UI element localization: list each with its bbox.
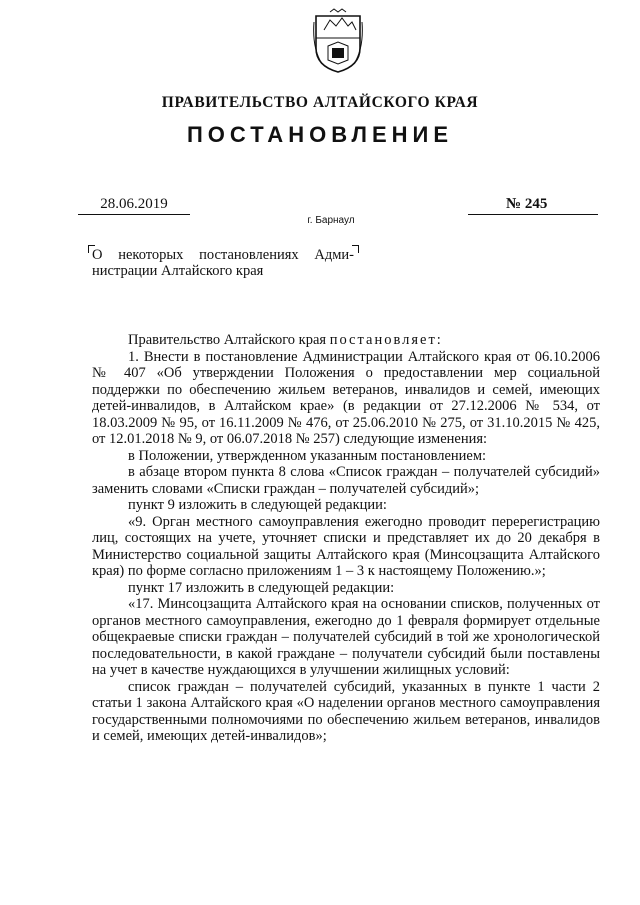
intro-decree-word: постановляет: — [329, 332, 443, 348]
document-number-value: № 245 — [506, 196, 548, 212]
body-paragraph: в Положении, утвержденном указанным постановлением: — [128, 447, 487, 464]
intro-prefix: Правительство Алтайского края — [128, 332, 327, 348]
body-paragraph: пункт 9 изложить в следующей редакции: — [128, 497, 387, 513]
body-paragraph: «17. Минсоцзащита Алтайского края на основании списков, полученных от органов местного самоуправления, ежегодно до 1 февраля формирует отдельные общекраевые списки граждан – получателей субсидий в той же хронологической последовательности, в какой граждане – получатели субсидий были поставлены на учет в качестве нуждающихся в улучшении жилищных условий: — [92, 596, 600, 678]
document-body — [92, 332, 600, 745]
subject-block — [92, 247, 354, 279]
city: г. Барнаул — [307, 215, 355, 226]
body-paragraph: пункт 17 изложить в следующей редакции: — [128, 579, 395, 596]
intro-paragraph — [92, 332, 600, 349]
body-paragraph: 1. Внести в постановление Администрации Алтайского края от 06.10.2006 № 407 «Об утверждении Положения о предоставлении мер социальной поддержки по обеспечению жильем ветеранов, инвалидов и семей, имеющих детей-инвалидов, в Алтайском крае» (в редакции от 27.12.2006 № 534, от 18.03.2009 № 95, от 16.11.2009 № 476, от 25.06.2010 № 275, от 31.10.2015 № 425, от 12.01.2018 № 9, от 06.07.2018 № 257) следующие изменения: — [92, 348, 600, 447]
altai-coat-of-arms-icon — [312, 8, 364, 74]
subject-line-2: нистрации Алтайского края — [92, 263, 264, 279]
subject-line-1: О некоторых постановлениях Адми- — [92, 247, 354, 263]
body-paragraph: «9. Орган местного самоуправления ежегодно проводит перерегистрацию лиц, состоящих на учете, уточняет списки и представляет их до 20 декабря в Министерство социальной защиты Алтайского края (Минсоцзащита Алтайского края) по форме согласно приложениям 1 – 3 к настоящему Положению.»; — [92, 513, 600, 579]
government-name: ПРАВИТЕЛЬСТВО АЛТАЙСКОГО КРАЯ — [161, 94, 479, 111]
document-number — [468, 196, 598, 215]
document-type: ПОСТАНОВЛЕНИЕ — [186, 122, 454, 147]
body-paragraph: список граждан – получателей субсидий, указанных в пункте 1 части 2 статьи 1 закона Алтайского края «О наделении органов местного самоуправления государственными полномочиями по обеспечению жильем ветеранов, инвалидов и семей, имеющих детей-инвалидов»; — [92, 678, 600, 744]
body-paragraph: в абзаце втором пункта 8 слова «Список граждан – получателей субсидий» заменить словами «Списки граждан – получателей субсидий»; — [92, 464, 600, 497]
document-date: 28.06.2019 — [78, 196, 190, 215]
